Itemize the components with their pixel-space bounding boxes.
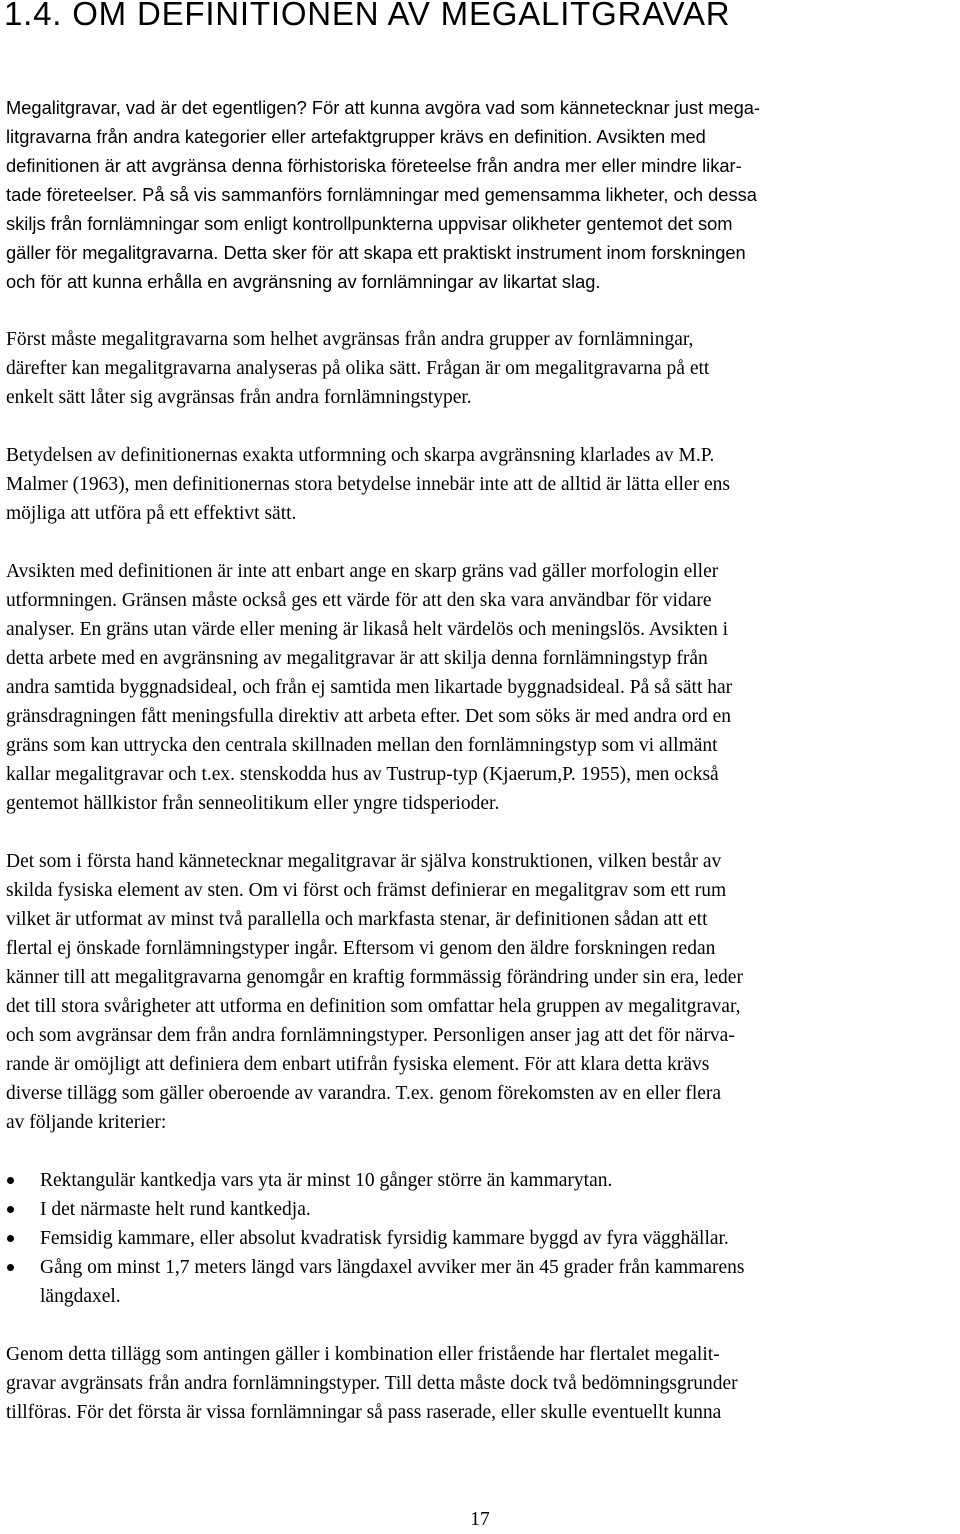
text-line: Det som i första hand kännetecknar megalitgravar är själva konstruktionen, vilken består av: [6, 851, 722, 872]
text-line: kallar megalitgravar och t.ex. stenskodda hus av Tustrup-typ (Kjaerum,P. 1955), men också: [6, 764, 719, 785]
text-line: och för att kunna erhålla en avgränsning av fornlämningar av likartat slag.: [6, 271, 601, 292]
criteria-item: [6, 1195, 956, 1224]
paragraph-gap: [6, 296, 956, 325]
text-line: definitionen är att avgränsa denna förhistoriska företeelse från andra mer eller mindre likar-: [6, 155, 742, 176]
paragraph-conclusion: [6, 1340, 956, 1427]
criteria-item: [6, 1224, 956, 1253]
text-line: detta arbete med en avgränsning av megalitgravar är att skilja denna fornlämningstyp från: [6, 648, 708, 669]
text-line: andra samtida byggnadsideal, och från ej samtida men likartade byggnadsideal. På så sätt har: [6, 677, 733, 698]
text-line: tillföras. För det första är vissa fornlämningar så pass raserade, eller skulle eventuellt kunna: [6, 1402, 722, 1423]
text-line: diverse tillägg som gäller oberoende av varandra. T.ex. genom förekomsten av en eller flera: [6, 1083, 722, 1104]
text-line: gränsdragningen fått meningsfulla direktiv att arbeta efter. Det som söks är med andra ord en: [6, 706, 732, 727]
text-line: I det närmaste helt rund kantkedja.: [40, 1199, 311, 1220]
paragraph-gap: [6, 1137, 956, 1166]
text-line: tade företeelser. På så vis sammanförs fornlämningar med gemensamma likheter, och dessa: [6, 184, 757, 205]
text-line: utformningen. Gränsen måste också ges ett värde för att den ska vara användbar för vidare: [6, 590, 712, 611]
text-line: skilda fysiska element av sten. Om vi först och främst definierar en megalitgrav som ett rum: [6, 880, 727, 901]
text-line: flertal ej önskade fornlämningstyper ingår. Eftersom vi genom den äldre forskningen redan: [6, 938, 716, 959]
text-line: känner till att megalitgravarna genomgår en kraftig formmässig förändring under sin era, leder: [6, 967, 743, 988]
page-number: 17: [470, 1509, 490, 1530]
text-line: gentemot hällkistor från senneolitikum eller yngre tidsperioder.: [6, 793, 500, 814]
paragraph-gap: [6, 1311, 956, 1340]
text-line: rande är omöjligt att definiera dem enbart utifrån fysiska element. För att klara detta krävs: [6, 1054, 710, 1075]
text-line: gäller för megalitgravarna. Detta sker för att skapa ett praktiskt instrument inom forskningen: [6, 242, 746, 263]
criteria-list: [6, 1166, 956, 1311]
paragraph-purpose: [6, 557, 956, 818]
paragraph-intro: [6, 93, 956, 296]
text-line: Avsikten med definitionen är inte att enbart ange en skarp gräns vad gäller morfologin eller: [6, 561, 719, 582]
text-line: därefter kan megalitgravarna analyseras på olika sätt. Frågan är om megalitgravarna på ett: [6, 358, 710, 379]
text-line: vilket är utformat av minst två parallella och markfasta stenar, är definitionen sådan att ett: [6, 909, 708, 930]
paragraph-gap: [6, 818, 956, 847]
bullet-icon: [7, 1264, 14, 1271]
text-line: längdaxel.: [40, 1286, 121, 1307]
paragraph-construction: [6, 847, 956, 1137]
text-line: gräns som kan uttrycka den centrala skillnaden mellan den fornlämningstyp som vi allmänt: [6, 735, 718, 756]
text-line: litgravarna från andra kategorier eller artefaktgrupper krävs en definition. Avsikten med: [6, 126, 706, 147]
section-heading: 1.4. OM DEFINITIONEN AV MEGALITGRAVAR: [4, 0, 731, 32]
body-text: [6, 93, 956, 1427]
paragraph-gap: [6, 412, 956, 441]
criteria-item: [6, 1166, 956, 1195]
bullet-icon: [7, 1177, 14, 1184]
bullet-icon: [7, 1235, 14, 1242]
paragraph-malmer: [6, 441, 956, 528]
text-line: gravar avgränsats från andra fornlämningstyper. Till detta måste dock två bedömningsgrunder: [6, 1373, 738, 1394]
text-line: Rektangulär kantkedja vars yta är minst 10 gånger större än kammarytan.: [40, 1170, 613, 1191]
text-line: Femsidig kammare, eller absolut kvadratisk fyrsidig kammare byggd av fyra vägghällar.: [40, 1228, 729, 1249]
text-line: Betydelsen av definitionernas exakta utformning och skarpa avgränsning klarlades av M.P.: [6, 445, 715, 466]
text-line: Genom detta tillägg som antingen gäller i kombination eller fristående har flertalet megalit-: [6, 1344, 720, 1365]
text-line: och som avgränsar dem från andra fornlämningstyper. Personligen anser jag att det för närva-: [6, 1025, 735, 1046]
text-line: det till stora svårigheter att utforma en definition som omfattar hela gruppen av megalitgravar,: [6, 996, 741, 1017]
text-line: möjliga att utföra på ett effektivt sätt.: [6, 503, 297, 524]
text-line: skiljs från fornlämningar som enligt kontrollpunkterna uppvisar olikheter gentemot det som: [6, 213, 733, 234]
text-line: analyser. En gräns utan värde eller mening är likaså helt värdelös och meningslös. Avsikten i: [6, 619, 729, 640]
text-line: Gång om minst 1,7 meters längd vars längdaxel avviker mer än 45 grader från kammarens: [40, 1257, 745, 1278]
paragraph-gap: [6, 528, 956, 557]
criteria-item: [6, 1253, 956, 1311]
text-line: Först måste megalitgravarna som helhet avgränsas från andra grupper av fornlämningar,: [6, 329, 694, 350]
bullet-icon: [7, 1206, 14, 1213]
text-line: Megalitgravar, vad är det egentligen? För att kunna avgöra vad som kännetecknar just mega-: [6, 97, 761, 118]
text-line: enkelt sätt låter sig avgränsas från andra fornlämningstyper.: [6, 387, 472, 408]
paragraph-delimitation: [6, 325, 956, 412]
text-line: Malmer (1963), men definitionernas stora betydelse innebär inte att de alltid är lätta eller ens: [6, 474, 730, 495]
text-line: av följande kriterier:: [6, 1112, 167, 1133]
